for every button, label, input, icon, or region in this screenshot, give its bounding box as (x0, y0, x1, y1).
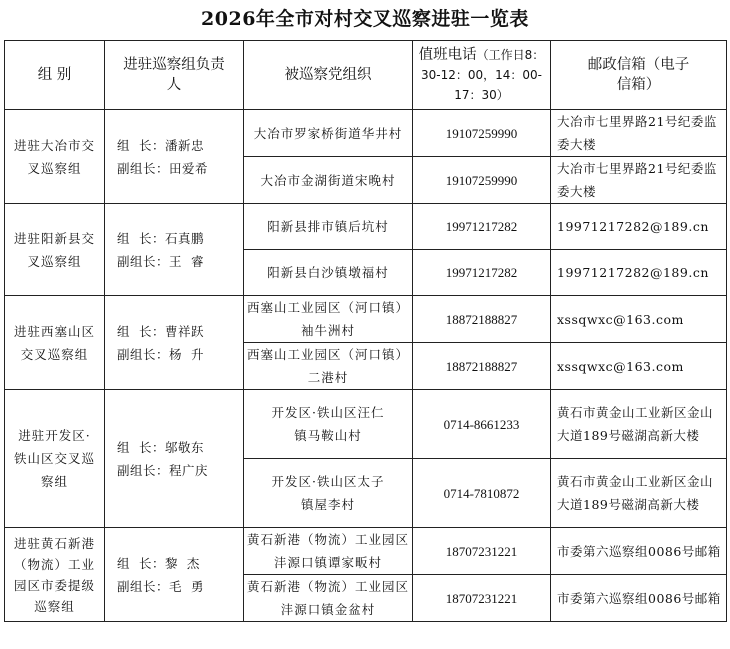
mail-address: 大冶市七里界路21号纪委监委大楼 (551, 157, 727, 204)
target-org: 阳新县排市镇后坑村 (244, 204, 413, 250)
deputy-leader: 副组长：杨 升 (117, 346, 204, 362)
mail-address: 黄石市黄金山工业新区金山大道189号磁湖高新大楼 (551, 390, 727, 459)
mail-address: 大冶市七里界路21号纪委监委大楼 (551, 110, 727, 157)
phone-number: 19971217282 (413, 204, 551, 250)
header-phone-main: 值班电话 (418, 47, 477, 63)
table-row (5, 528, 727, 575)
group-name: 进驻西塞山区交叉巡察组 (5, 296, 105, 390)
header-row (5, 41, 727, 110)
leader: 组 长：黎 杰 (117, 555, 200, 571)
phone-number: 18707231221 (413, 575, 551, 622)
group-leaders (105, 204, 244, 296)
target-org: 黄石新港（物流）工业园区沣源口镇谭家畈村 (244, 528, 413, 575)
phone-number: 18872188827 (413, 296, 551, 343)
target-org: 开发区·铁山区太子镇屋李村 (244, 459, 413, 528)
table-row (5, 390, 727, 459)
group-name: 进驻大冶市交叉巡察组 (5, 110, 105, 204)
group-name: 进驻开发区·铁山区交叉巡察组 (5, 390, 105, 528)
group-leaders (105, 528, 244, 622)
leader: 组 长：曹祥跃 (117, 323, 204, 339)
group-leaders (105, 296, 244, 390)
header-target: 被巡察党组织 (244, 41, 413, 110)
leader: 组 长：石真鹏 (117, 230, 204, 246)
target-org: 大冶市罗家桥街道华井村 (244, 110, 413, 157)
phone-number: 19107259990 (413, 110, 551, 157)
mail-address: 19971217282@189.cn (551, 204, 727, 250)
inspection-table (4, 40, 727, 622)
page-title: 2026年全市对村交叉巡察进驻一览表 (201, 8, 529, 30)
deputy-leader: 副组长：王 睿 (117, 253, 204, 269)
group-name: 进驻阳新县交叉巡察组 (5, 204, 105, 296)
table-row (5, 110, 727, 157)
header-phone (413, 41, 551, 110)
deputy-leader: 副组长：毛 勇 (117, 578, 204, 594)
deputy-leader: 副组长：田爱希 (117, 160, 209, 176)
table-row (5, 204, 727, 250)
phone-number: 19107259990 (413, 157, 551, 204)
group-name: 进驻黄石新港（物流）工业园区市委提级巡察组 (5, 528, 105, 622)
target-org: 西塞山工业园区（河口镇）袖牛洲村 (244, 296, 413, 343)
mail-address: xssqwxc@163.com (551, 343, 727, 390)
target-org: 阳新县白沙镇墩福村 (244, 250, 413, 296)
mail-address: 市委第六巡察组0086号邮箱 (551, 528, 727, 575)
header-group: 组 别 (5, 41, 105, 110)
mail-address: xssqwxc@163.com (551, 296, 727, 343)
target-org: 黄石新港（物流）工业园区沣源口镇金盆村 (244, 575, 413, 622)
phone-number: 19971217282 (413, 250, 551, 296)
target-org: 西塞山工业园区（河口镇）二港村 (244, 343, 413, 390)
leader: 组 长：潘新忠 (117, 137, 204, 153)
target-org: 开发区·铁山区汪仁镇马鞍山村 (244, 390, 413, 459)
mail-address: 黄石市黄金山工业新区金山大道189号磁湖高新大楼 (551, 459, 727, 528)
header-leader: 进驻巡察组负责人 (105, 41, 244, 110)
phone-number: 0714-8661233 (413, 390, 551, 459)
phone-number: 18872188827 (413, 343, 551, 390)
group-leaders (105, 390, 244, 528)
mail-address: 市委第六巡察组0086号邮箱 (551, 575, 727, 622)
deputy-leader: 副组长：程广庆 (117, 462, 209, 478)
phone-number: 18707231221 (413, 528, 551, 575)
mail-address: 19971217282@189.cn (551, 250, 727, 296)
group-leaders (105, 110, 244, 204)
leader: 组 长：邬敬东 (117, 439, 204, 455)
header-mail: 邮政信箱（电子信箱） (551, 41, 727, 110)
table-row (5, 296, 727, 343)
phone-number: 0714-7810872 (413, 459, 551, 528)
header-phone-hours: （工作日8：30-12：00，14：00-17：30） (420, 48, 545, 102)
target-org: 大冶市金湖街道宋晚村 (244, 157, 413, 204)
